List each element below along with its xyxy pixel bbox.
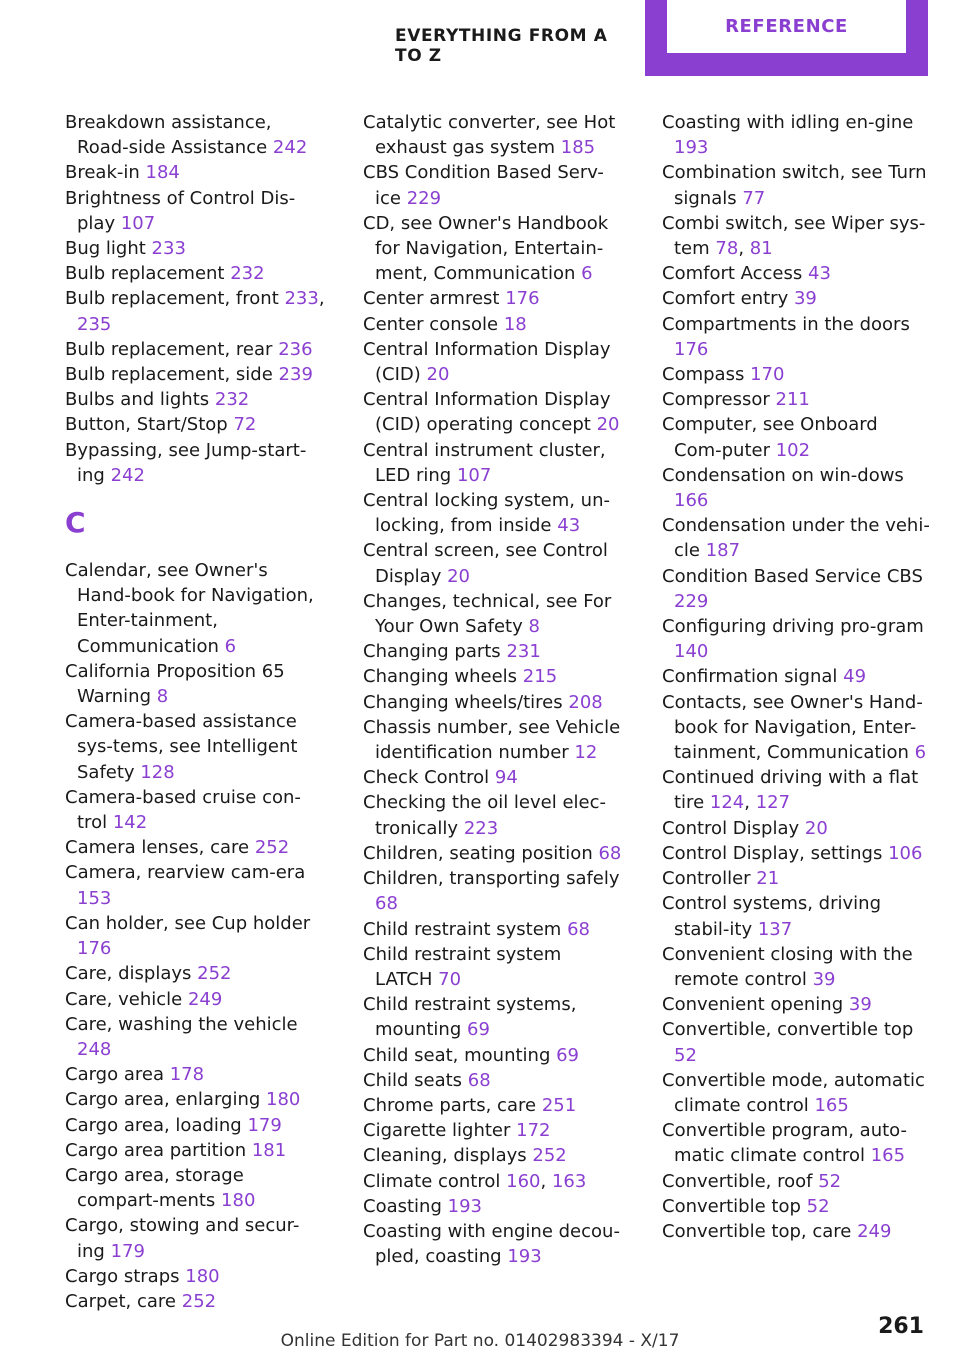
- index-entry: [363, 438, 623, 488]
- index-entry: [65, 236, 327, 261]
- index-entry: [65, 387, 327, 412]
- index-entry: [662, 261, 930, 286]
- index-term: Condensation on win-dows: [662, 464, 904, 486]
- page-reference-link[interactable]: 102: [775, 439, 811, 461]
- index-entry: [65, 438, 327, 488]
- index-entry: [65, 261, 327, 286]
- index-entry: [65, 337, 327, 362]
- index-entry: [363, 1194, 623, 1219]
- index-entry: [65, 160, 327, 185]
- index-entry: [662, 866, 930, 891]
- page-reference-link[interactable]: 223: [463, 817, 499, 839]
- page-reference-link[interactable]: 252: [254, 837, 290, 859]
- index-entry: [65, 835, 327, 860]
- index-term: Calendar, see Owner's Hand-book for Navigation, Enter-tainment, Communication: [65, 560, 314, 657]
- index-term: Central instrument cluster, LED ring: [363, 439, 606, 486]
- index-entry: [363, 1118, 623, 1143]
- index-term: Checking the oil level elec-tronically: [363, 792, 606, 839]
- page-reference-link[interactable]: 6: [914, 742, 927, 764]
- page-reference-link[interactable]: 68: [467, 1069, 491, 1091]
- index-entry: [662, 312, 930, 362]
- index-term: Cargo straps: [65, 1265, 180, 1287]
- index-entry: [363, 1219, 623, 1269]
- index-term: Cargo area partition: [65, 1139, 247, 1161]
- page-reference-link[interactable]: 233: [151, 238, 186, 260]
- index-term: Computer, see Onboard Com-puter: [662, 414, 878, 461]
- index-entry: [65, 1138, 327, 1163]
- page-reference-link[interactable]: 170: [750, 364, 785, 386]
- index-entry: [662, 362, 930, 387]
- index-entry: [662, 1068, 930, 1118]
- page-reference-link[interactable]: 8: [528, 616, 540, 638]
- index-term: Bypassing, see Jump-start-ing: [65, 439, 307, 486]
- page-reference-link[interactable]: 49: [843, 666, 867, 688]
- page-reference-link[interactable]: 94: [494, 767, 518, 789]
- index-term: Central Information Display (CID) operating concept: [363, 389, 611, 436]
- index-letter-heading: C: [65, 506, 86, 540]
- index-entry: [363, 1043, 623, 1068]
- index-term: Convertible, convertible top: [662, 1019, 914, 1041]
- index-term: Child restraint system: [363, 918, 562, 940]
- index-term: Confirmation signal: [662, 666, 838, 688]
- index-entry: [363, 312, 623, 337]
- index-term: Button, Start/Stop: [65, 414, 228, 436]
- index-column-2: [363, 110, 623, 1269]
- page-reference-link[interactable]: 181: [251, 1139, 287, 1161]
- running-header-section: EVERYTHING FROM A TO Z: [395, 26, 608, 66]
- index-term: Bulb replacement, side: [65, 364, 273, 386]
- page-reference-link[interactable]: 153: [77, 887, 112, 909]
- index-term: Convenient opening: [662, 994, 844, 1016]
- index-entry: [65, 1264, 327, 1289]
- page-reference-link[interactable]: 140: [674, 641, 709, 663]
- index-entry: [65, 911, 327, 961]
- index-entry: [662, 1017, 930, 1067]
- index-entry: [662, 1194, 930, 1219]
- page-reference-link[interactable]: 20: [596, 414, 620, 436]
- index-entry: [363, 1093, 623, 1118]
- page-reference-link[interactable]: 211: [775, 389, 810, 411]
- index-term: Central Information Display (CID): [363, 338, 611, 386]
- index-term: Changing wheels: [363, 666, 518, 688]
- index-entry: Combi switch, see Wiper sys-tem 78, 81: [662, 212, 926, 260]
- index-entry: [363, 790, 623, 840]
- index-term: Convenient closing with the remote control: [662, 943, 913, 990]
- page-reference-link[interactable]: 21: [756, 868, 780, 890]
- index-term: Center armrest: [363, 288, 500, 310]
- page-reference-link[interactable]: 176: [505, 288, 540, 310]
- index-entry: [662, 286, 930, 311]
- page-reference-link[interactable]: 236: [278, 338, 313, 360]
- index-term: Cargo area, enlarging: [65, 1089, 261, 1111]
- index-term: Coasting with engine decou-pled, coasting: [363, 1220, 620, 1268]
- index-term: Coasting: [363, 1195, 442, 1217]
- index-term: Cigarette lighter: [363, 1120, 511, 1142]
- index-term: CD, see Owner's Handbook for Navigation, Entertain-ment, Communication: [363, 212, 609, 285]
- index-entry: [662, 463, 930, 513]
- index-term: Configuring driving pro-gram: [662, 616, 924, 638]
- index-term: Central locking system, un-locking, from inside: [363, 490, 610, 537]
- page-reference-link[interactable]: 193: [507, 1246, 542, 1268]
- page-reference-link[interactable]: 165: [814, 1094, 849, 1116]
- page-reference-link[interactable]: 43: [808, 263, 831, 285]
- page-reference-link[interactable]: 232: [214, 389, 250, 411]
- page-reference-link[interactable]: 6: [581, 263, 593, 285]
- page-reference-link[interactable]: 106: [888, 842, 923, 864]
- index-entry: Climate control 160, 163: [363, 1170, 587, 1192]
- index-term: Convertible, roof: [662, 1170, 813, 1192]
- page-reference-link[interactable]: 52: [674, 1044, 697, 1066]
- index-term: Child restraint systems, mounting: [363, 994, 577, 1041]
- page-reference-link[interactable]: 180: [221, 1190, 256, 1212]
- page-reference-link[interactable]: 69: [467, 1019, 490, 1041]
- index-entry: [363, 337, 623, 387]
- index-entry: [65, 785, 327, 835]
- page-reference-link[interactable]: 70: [438, 968, 462, 990]
- index-term: Cargo area, loading: [65, 1114, 242, 1136]
- page-reference-link[interactable]: 107: [456, 464, 492, 486]
- index-entry: [363, 715, 623, 765]
- index-term: Bulb replacement, front: [65, 288, 279, 310]
- page-reference-link[interactable]: 68: [598, 842, 622, 864]
- index-entry: [65, 709, 327, 785]
- index-entry: [662, 942, 930, 992]
- index-entry: [662, 1169, 930, 1194]
- page-reference-link[interactable]: 242: [272, 137, 308, 159]
- index-entry: [662, 841, 930, 866]
- index-entry: [363, 942, 623, 992]
- index-entry: [65, 1062, 327, 1087]
- page-reference-link[interactable]: 178: [169, 1064, 205, 1086]
- index-term: Camera-based assistance sys-tems, see Intelligent Safety: [65, 711, 298, 783]
- index-entry: [363, 160, 623, 210]
- index-term: Child seat, mounting: [363, 1044, 551, 1066]
- index-entry: [65, 1163, 327, 1213]
- page-reference-link[interactable]: 39: [793, 288, 817, 310]
- index-term: Break-in: [65, 162, 140, 184]
- index-entry: [363, 286, 623, 311]
- index-term: Cargo, stowing and secur-ing: [65, 1215, 300, 1262]
- index-entry: [662, 891, 930, 941]
- page-reference-link[interactable]: 176: [77, 938, 112, 960]
- index-term: Control Display: [662, 817, 800, 839]
- index-entry: [363, 841, 623, 866]
- index-entry: [662, 1219, 930, 1244]
- index-entry: [363, 387, 623, 437]
- index-entry: [363, 110, 623, 160]
- page-reference-link[interactable]: 232: [230, 263, 265, 285]
- page-reference-link[interactable]: 184: [145, 162, 180, 184]
- page-reference-link[interactable]: 52: [806, 1195, 830, 1217]
- page-reference-link[interactable]: 128: [140, 761, 175, 783]
- page-reference-link[interactable]: 81: [749, 238, 773, 260]
- index-term: Convertible top: [662, 1195, 801, 1217]
- page-reference-link[interactable]: 52: [818, 1170, 842, 1192]
- index-term: Convertible program, auto-matic climate control: [662, 1120, 908, 1167]
- page-reference-link[interactable]: 248: [77, 1038, 112, 1060]
- page-reference-link[interactable]: 163: [551, 1170, 587, 1192]
- index-entry: [363, 589, 623, 639]
- index-entry: [65, 186, 327, 236]
- page-reference-link[interactable]: 69: [556, 1044, 580, 1066]
- index-entry: [662, 412, 930, 462]
- index-entry: [65, 1213, 327, 1263]
- index-term: Brightness of Control Dis-play: [65, 187, 296, 234]
- index-term: Continued driving with a flat tire: [662, 767, 919, 814]
- index-entry: [65, 1012, 327, 1062]
- page-reference-link[interactable]: 208: [568, 691, 603, 713]
- index-column-1: [65, 110, 327, 1314]
- index-entry: [65, 659, 327, 709]
- index-entry: [662, 387, 930, 412]
- index-term: Compass: [662, 364, 745, 386]
- index-entry: [65, 558, 327, 659]
- page-reference-link[interactable]: 249: [187, 988, 223, 1010]
- index-term: Chassis number, see Vehicle identification number: [363, 716, 621, 764]
- index-entry: [363, 664, 623, 689]
- index-term: Children, seating position: [363, 842, 593, 864]
- page-reference-link[interactable]: 233: [284, 288, 319, 310]
- index-entry: [363, 917, 623, 942]
- index-entry: [662, 614, 930, 664]
- index-entry: [65, 412, 327, 437]
- index-term: Care, washing the vehicle: [65, 1013, 298, 1035]
- index-term: Compressor: [662, 389, 770, 411]
- index-entry: [662, 160, 930, 210]
- index-entry: [662, 1118, 930, 1168]
- index-term: Camera-based cruise con-trol: [65, 786, 301, 834]
- page-reference-link[interactable]: 39: [812, 968, 836, 990]
- index-term: Climate control: [363, 1170, 501, 1192]
- index-term: Compartments in the doors: [662, 313, 910, 335]
- index-term: Condition Based Service CBS: [662, 565, 923, 587]
- page-reference-link[interactable]: 239: [278, 364, 313, 386]
- index-term: Cargo area: [65, 1064, 164, 1086]
- index-entry: [363, 639, 623, 664]
- index-entry: [662, 110, 930, 160]
- index-entry: [65, 110, 327, 160]
- page-reference-link[interactable]: 8: [156, 686, 169, 708]
- page-reference-link[interactable]: 176: [674, 338, 709, 360]
- index-term: Camera lenses, care: [65, 837, 250, 859]
- index-term: Center console: [363, 313, 499, 335]
- index-entry: [65, 1113, 327, 1138]
- index-term: Bug light: [65, 238, 146, 260]
- page-reference-link[interactable]: 20: [426, 364, 450, 386]
- index-term: Comfort Access: [662, 263, 803, 285]
- page-reference-link[interactable]: 78: [715, 238, 739, 260]
- page-reference-link[interactable]: 107: [120, 212, 156, 234]
- index-term: Convertible top, care: [662, 1220, 852, 1242]
- footer-edition-note: Online Edition for Part no. 01402983394 - X/17: [280, 1331, 680, 1351]
- index-term: Care, displays: [65, 963, 192, 985]
- index-term: Changing parts: [363, 641, 501, 663]
- index-term: Convertible mode, automatic climate control: [662, 1069, 925, 1116]
- page-reference-link[interactable]: 252: [197, 963, 232, 985]
- page-reference-link[interactable]: 180: [185, 1265, 220, 1287]
- index-term: Combi switch, see Wiper sys-tem: [662, 212, 926, 260]
- index-entry: [363, 765, 623, 790]
- index-entry: [363, 211, 623, 287]
- index-term: Central screen, see Control Display: [363, 540, 608, 587]
- page-reference-link[interactable]: 229: [406, 187, 442, 209]
- index-term: Controller: [662, 868, 751, 890]
- index-term: California Proposition 65 Warning: [65, 660, 285, 708]
- page-reference-link[interactable]: 20: [804, 817, 828, 839]
- index-entry: [662, 690, 930, 766]
- page-reference-link[interactable]: 179: [110, 1240, 145, 1262]
- index-term: Care, vehicle: [65, 988, 183, 1010]
- page-reference-link[interactable]: 166: [674, 490, 709, 512]
- page-reference-link[interactable]: 127: [755, 792, 791, 814]
- page-reference-link[interactable]: 43: [557, 515, 581, 537]
- index-term: Carpet, care: [65, 1290, 177, 1312]
- index-entry: [363, 992, 623, 1042]
- index-term: Cargo area, storage compart-ments: [65, 1164, 244, 1212]
- page-number: 261: [878, 1314, 924, 1339]
- index-term: Control Display, settings: [662, 842, 883, 864]
- index-term: Bulb replacement, rear: [65, 338, 273, 360]
- index-term: Breakdown assistance, Road-side Assistance: [65, 112, 272, 159]
- page-reference-link[interactable]: 229: [674, 590, 709, 612]
- index-entry: [662, 816, 930, 841]
- page-reference-link[interactable]: 215: [522, 666, 558, 688]
- index-entry: [65, 961, 327, 986]
- page-reference-link[interactable]: 137: [757, 918, 793, 940]
- chapter-tab-label: REFERENCE: [667, 0, 906, 53]
- page-reference-link[interactable]: 39: [848, 994, 872, 1016]
- page-reference-link[interactable]: 12: [574, 742, 598, 764]
- index-term: Cleaning, displays: [363, 1145, 527, 1167]
- index-term: Control systems, driving stabil-ity: [662, 893, 881, 940]
- index-entry: [363, 488, 623, 538]
- index-term: Combination switch, see Turn signals: [662, 162, 927, 209]
- index-term: Changes, technical, see For Your Own Safety: [363, 590, 612, 638]
- index-entry: [65, 860, 327, 910]
- page-reference-link[interactable]: 187: [705, 540, 741, 562]
- chapter-tab: [645, 0, 928, 76]
- index-term: Changing wheels/tires: [363, 691, 563, 713]
- index-column-3: [662, 110, 930, 1244]
- index-entry: [65, 1087, 327, 1112]
- page-reference-link[interactable]: 6: [224, 635, 237, 657]
- index-term: CBS Condition Based Serv-ice: [363, 162, 604, 209]
- index-entry: [65, 987, 327, 1012]
- index-term: Contacts, see Owner's Hand-book for Navigation, Enter-tainment, Communication: [662, 691, 923, 764]
- index-term: Bulb replacement: [65, 263, 225, 285]
- index-entry: [363, 690, 623, 715]
- index-term: Comfort entry: [662, 288, 789, 310]
- page-reference-link[interactable]: 72: [233, 414, 257, 436]
- index-term: Camera, rearview cam-era: [65, 862, 306, 884]
- page-reference-link[interactable]: 124: [709, 792, 745, 814]
- index-term: Coasting with idling en-gine: [662, 112, 914, 133]
- page-reference-link[interactable]: 165: [870, 1145, 906, 1167]
- page-reference-link[interactable]: 18: [503, 313, 527, 335]
- page-reference-link[interactable]: 172: [516, 1120, 551, 1142]
- index-entry: [662, 513, 930, 563]
- index-entry: [65, 1289, 327, 1314]
- index-entry: Bulb replacement, front 233, 235: [65, 288, 325, 335]
- index-entry: [662, 564, 930, 614]
- index-entry: [662, 664, 930, 689]
- page-reference-link[interactable]: 251: [541, 1094, 577, 1116]
- page-reference-link[interactable]: 249: [857, 1220, 892, 1242]
- index-term: Bulbs and lights: [65, 389, 210, 411]
- page-reference-link[interactable]: 180: [266, 1089, 301, 1111]
- index-term: Chrome parts, care: [363, 1094, 537, 1116]
- index-entry: [363, 1143, 623, 1168]
- page-reference-link[interactable]: 142: [112, 812, 148, 834]
- index-term: Child seats: [363, 1069, 463, 1091]
- page-reference-link[interactable]: 193: [674, 137, 709, 159]
- index-term: Condensation under the vehi-cle: [662, 515, 930, 562]
- page-reference-link[interactable]: 160: [506, 1170, 541, 1192]
- page-reference-link[interactable]: 252: [181, 1290, 217, 1312]
- index-term: Check Control: [363, 767, 490, 789]
- page-reference-link[interactable]: 20: [447, 565, 470, 587]
- index-entry: [65, 362, 327, 387]
- page-reference-link[interactable]: 179: [247, 1114, 282, 1136]
- page-reference-link[interactable]: 242: [110, 464, 145, 486]
- index-entry: [662, 992, 930, 1017]
- index-entry: [363, 866, 623, 916]
- page-reference-link[interactable]: 193: [447, 1195, 482, 1217]
- page-reference-link[interactable]: 252: [532, 1145, 567, 1167]
- page-reference-link[interactable]: 235: [77, 313, 112, 335]
- page-reference-link[interactable]: 68: [567, 918, 590, 940]
- index-entry: [363, 1068, 623, 1093]
- index-term: Child restraint system LATCH: [363, 943, 562, 990]
- page-reference-link[interactable]: 185: [560, 137, 596, 159]
- index-term: Catalytic converter, see Hot exhaust gas system: [363, 112, 616, 159]
- index-term: Can holder, see Cup holder: [65, 912, 311, 934]
- page-reference-link[interactable]: 77: [742, 187, 766, 209]
- index-entry: Continued driving with a flat tire 124, 127: [662, 767, 919, 814]
- page-reference-link[interactable]: 231: [506, 641, 541, 663]
- page-reference-link[interactable]: 68: [375, 893, 398, 915]
- index-entry: [363, 538, 623, 588]
- index-term: Children, transporting safely: [363, 868, 620, 890]
